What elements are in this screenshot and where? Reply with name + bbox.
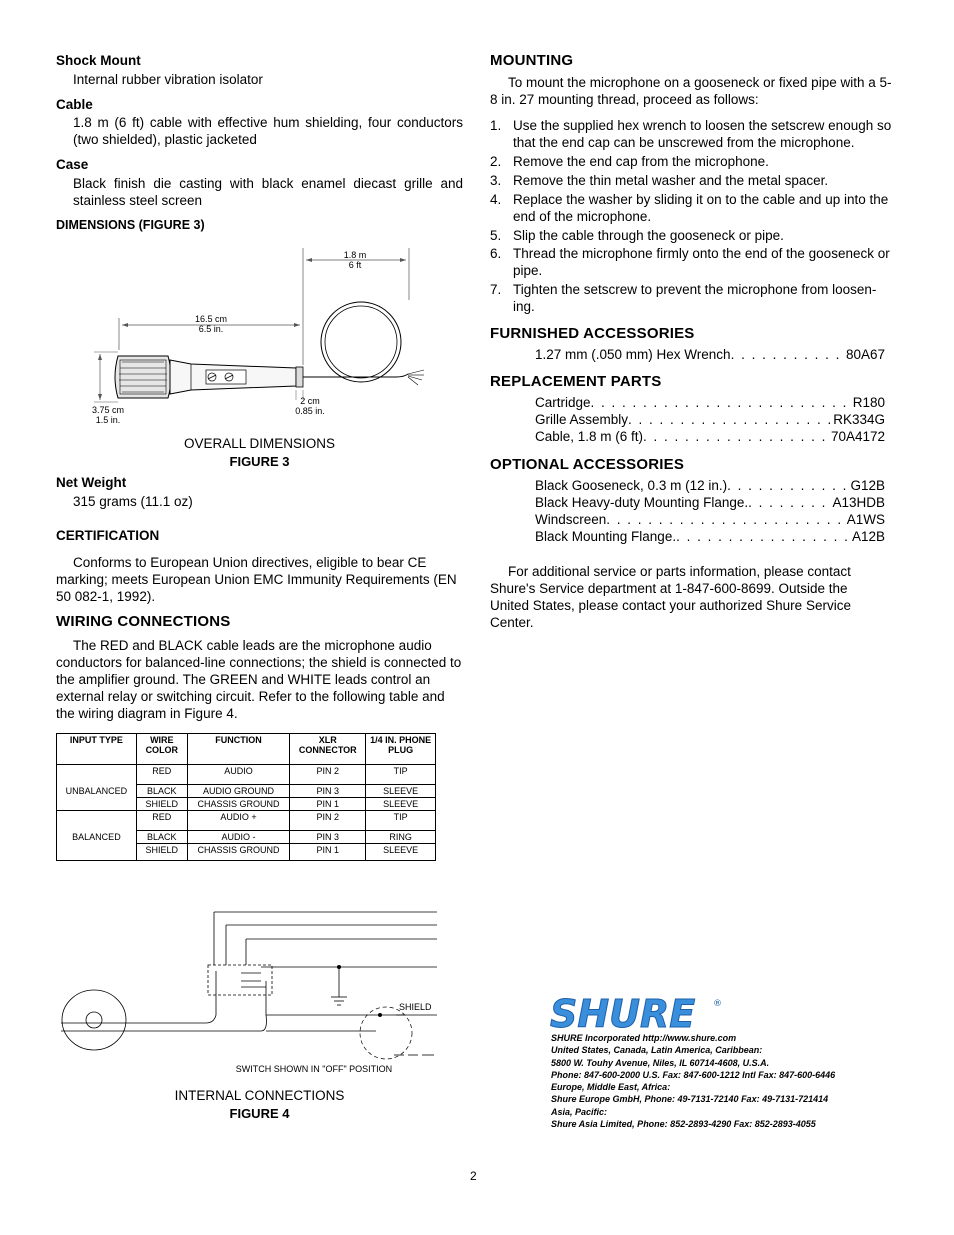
mounting-heading: MOUNTING	[490, 52, 574, 69]
item-name: Cable, 1.8 m (6 ft)	[535, 429, 644, 444]
table-cell: PIN 2	[290, 811, 366, 831]
dim-diameter-1: 3.75 cm	[91, 405, 124, 415]
wiring-heading: WIRING CONNECTIONS	[56, 613, 231, 630]
furnished-heading: FURNISHED ACCESSORIES	[490, 325, 695, 342]
table-cell: PIN 2	[290, 765, 366, 785]
contact-line: SHURE Incorporated http://www.shure.com	[551, 1033, 737, 1043]
table-cell: CHASSIS GROUND	[187, 798, 290, 811]
shure-contact-info	[551, 1032, 835, 1130]
mounting-step	[490, 172, 895, 189]
wiring-text: The RED and BLACK cable leads are the microphone audio conductors for balanced-line connections; the shield is connected to the amplifier ground. The GREEN and WHITE leads control an external relay or switching circuit. Refer to the following table and the wiring diagram in Figure 4.	[56, 638, 462, 721]
col-header-function: FUNCTION	[187, 734, 290, 765]
item-part: A12B	[851, 529, 885, 544]
table-cell: BLACK	[136, 831, 187, 844]
table-cell	[57, 844, 137, 861]
dim-cable-length-2: 6 ft	[348, 260, 362, 270]
table-cell: TIP	[366, 765, 436, 785]
item-name: Cartridge	[535, 395, 591, 410]
net-weight-heading: Net Weight	[56, 475, 127, 490]
dim-length-1: 16.5 cm	[194, 314, 227, 324]
step-text: Thread the microphone firmly onto the end of the gooseneck or pipe.	[513, 246, 890, 278]
mounting-step	[490, 117, 895, 151]
item-name: Black Gooseneck, 0.3 m (12 in.)	[535, 478, 728, 493]
replacement-item	[535, 429, 885, 446]
leader-dots	[727, 478, 850, 495]
figure-3-label: FIGURE 3	[229, 454, 290, 469]
leader-dots	[731, 347, 846, 364]
item-name: Grille Assembly	[535, 412, 629, 427]
shure-logo	[548, 994, 723, 1032]
item-part: 80A67	[845, 347, 885, 362]
contact-line: Shure Asia Limited, Phone: 852-2893-4290 Fax: 852-2893-4055	[551, 1119, 816, 1130]
contact-line: 5800 W. Touhy Avenue, Niles, IL 60714-4608, U.S.A.	[551, 1057, 770, 1068]
figure-3-caption: OVERALL DIMENSIONS	[183, 436, 336, 451]
step-number: 2.	[490, 154, 502, 169]
leader-dots	[676, 529, 852, 546]
table-cell: SLEEVE	[366, 785, 436, 798]
table-cell: SLEEVE	[366, 798, 436, 811]
step-number: 6.	[490, 246, 502, 261]
certification-text: Conforms to European Union directives, eligible to bear CE marking; meets European Union EMC Immunity Requirements (EN 50 082-1, 1992).	[56, 555, 457, 604]
mounting-step	[490, 281, 895, 315]
table-cell: AUDIO -	[187, 831, 290, 844]
wiring-table	[56, 733, 436, 861]
contact-line: Shure Europe GmbH, Phone: 49-7131-72140 Fax: 49-7131-721414	[551, 1094, 829, 1105]
registered-mark-icon: ®	[713, 999, 722, 1009]
optional-item	[535, 512, 885, 529]
case-heading: Case	[56, 157, 89, 172]
figure-4-drawing	[56, 905, 441, 1070]
shure-logo-text: SHURE	[550, 994, 696, 1032]
dim-end-1: 2 cm	[300, 396, 320, 406]
furnished-item	[535, 347, 885, 364]
figure-4-caption: INTERNAL CONNECTIONS	[174, 1088, 345, 1103]
col-header-xlr: XLR CONNECTOR	[290, 734, 366, 765]
item-part: A13HDB	[832, 495, 885, 510]
item-part: G12B	[850, 478, 885, 493]
optional-item	[535, 495, 885, 512]
switch-note: SWITCH SHOWN IN "OFF" POSITION	[235, 1064, 393, 1074]
table-cell: AUDIO +	[187, 811, 290, 831]
certification-heading: CERTIFICATION	[56, 528, 160, 543]
service-text: For additional service or parts information, please contact Shure's Service department at 1-847-600-8699. Outside the United States, please contact your authorized Shure Service Center.	[490, 564, 851, 630]
mounting-step	[490, 245, 895, 279]
step-text: Use the supplied hex wrench to loosen the setscrew enough so that the end cap can be unscrewed from the microphone.	[513, 118, 892, 150]
optional-item	[535, 529, 885, 546]
item-part: R180	[852, 395, 885, 410]
shield-label: SHIELD	[399, 1002, 432, 1012]
shock-mount-text: Internal rubber vibration isolator	[73, 72, 263, 87]
table-cell: SLEEVE	[366, 844, 436, 861]
replacement-heading: REPLACEMENT PARTS	[490, 373, 662, 390]
net-weight-text: 315 grams (11.1 oz)	[73, 494, 193, 509]
step-text: Tighten the setscrew to prevent the microphone from loosen-ing.	[513, 282, 877, 314]
input-type-unbalanced: UNBALANCED	[57, 785, 137, 798]
contact-line: United States, Canada, Latin America, Caribbean:	[551, 1045, 763, 1056]
case-text: Black finish die casting with black enamel diecast grille and stainless steel screen	[73, 176, 463, 208]
step-text: Remove the end cap from the microphone.	[513, 154, 769, 169]
optional-heading: OPTIONAL ACCESSORIES	[490, 456, 685, 473]
leader-dots	[748, 495, 832, 512]
item-name: Black Heavy-duty Mounting Flange.	[535, 495, 749, 510]
dim-end-2: 0.85 in.	[295, 406, 325, 416]
dimensions-heading: DIMENSIONS (FIGURE 3)	[56, 218, 205, 232]
dim-diameter-2: 1.5 in.	[95, 415, 121, 425]
item-name: Black Mounting Flange.	[535, 529, 677, 544]
table-cell: AUDIO GROUND	[187, 785, 290, 798]
item-name: Windscreen	[535, 512, 607, 527]
table-cell: PIN 1	[290, 798, 366, 811]
col-header-input-type: INPUT TYPE	[57, 734, 137, 765]
cable-text: 1.8 m (6 ft) cable with effective hum shielding, four conductors (two shielded), plastic jacketed	[73, 115, 463, 147]
step-text: Replace the washer by sliding it on to the cable and up into the end of the microphone.	[513, 192, 889, 224]
figure-4-label: FIGURE 4	[229, 1106, 290, 1121]
table-cell: SHIELD	[136, 844, 187, 861]
cable-heading: Cable	[56, 97, 93, 112]
contact-line: Phone: 847-600-2000 U.S. Fax: 847-600-1212 Intl Fax: 847-600-6446	[551, 1069, 836, 1080]
table-cell	[57, 798, 137, 811]
step-number: 4.	[490, 192, 502, 207]
table-cell: CHASSIS GROUND	[187, 844, 290, 861]
step-text: Slip the cable through the gooseneck or pipe.	[513, 228, 784, 243]
table-cell: TIP	[366, 811, 436, 831]
replacement-item	[535, 412, 885, 429]
table-cell: AUDIO	[187, 765, 290, 785]
page-number: 2	[470, 1169, 477, 1183]
table-cell: PIN 3	[290, 831, 366, 844]
item-part: A1WS	[846, 512, 885, 527]
col-header-phone-plug: 1/4 IN. PHONE PLUG	[366, 734, 436, 765]
step-number: 5.	[490, 228, 502, 243]
leader-dots	[591, 395, 853, 412]
leader-dots	[628, 412, 833, 429]
wiring-table-wrapper	[56, 733, 436, 861]
table-cell: RED	[136, 765, 187, 785]
table-cell: BLACK	[136, 785, 187, 798]
dim-cable-length-1: 1.8 m	[343, 250, 367, 260]
table-cell: RED	[136, 811, 187, 831]
figure-3-drawing	[56, 240, 466, 430]
step-text: Remove the thin metal washer and the metal spacer.	[513, 173, 829, 188]
item-part: RK334G	[833, 412, 885, 427]
table-cell: PIN 3	[290, 785, 366, 798]
dim-length-2: 6.5 in.	[198, 324, 224, 334]
item-part: 70A4172	[830, 429, 885, 444]
item-name: 1.27 mm (.050 mm) Hex Wrench	[535, 347, 731, 362]
step-number: 7.	[490, 282, 502, 297]
step-number: 3.	[490, 173, 502, 188]
leader-dots	[643, 429, 831, 446]
col-header-wire-color: WIRE COLOR	[136, 734, 187, 765]
table-cell	[57, 765, 137, 785]
shock-mount-heading: Shock Mount	[56, 53, 141, 68]
replacement-item	[535, 395, 885, 412]
mounting-step	[490, 227, 895, 244]
table-cell: PIN 1	[290, 844, 366, 861]
table-cell: SHIELD	[136, 798, 187, 811]
table-cell	[57, 811, 137, 831]
contact-line: Europe, Middle East, Africa:	[551, 1082, 671, 1093]
leader-dots	[606, 512, 846, 529]
contact-line: Asia, Pacific:	[551, 1106, 608, 1117]
step-number: 1.	[490, 118, 502, 133]
mounting-step	[490, 191, 895, 225]
mounting-intro: To mount the microphone on a gooseneck or fixed pipe with a 5-8 in. 27 mounting thread, proceed as follows:	[490, 75, 892, 107]
table-cell: RING	[366, 831, 436, 844]
mounting-step	[490, 153, 895, 170]
input-type-balanced: BALANCED	[57, 831, 137, 844]
optional-item	[535, 478, 885, 495]
